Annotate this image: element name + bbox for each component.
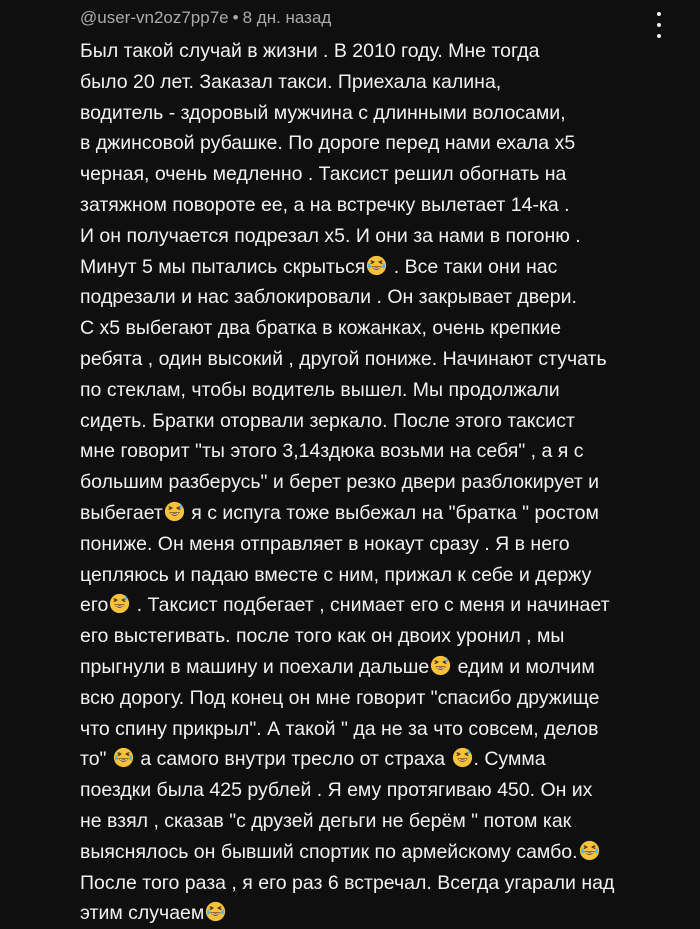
comment-text-segment: всю дорогу. Под конец он мне говорит "спасибо дружище (80, 686, 600, 709)
comment-timestamp[interactable]: 8 дн. назад (242, 8, 332, 27)
comment-text-line (80, 67, 692, 98)
comment-text-line (80, 98, 692, 129)
comment-text-segment: то" (80, 748, 112, 771)
comment-text-segment: я с испуга тоже выбежал на "братка " ростом (185, 501, 599, 524)
comment-text-line (80, 252, 692, 283)
comment-text-line (80, 683, 692, 714)
comment-text-segment: а самого внутри тресло от страха (134, 748, 451, 771)
comment-text-line (80, 837, 692, 868)
comment-text (80, 36, 692, 929)
comment-text-line (80, 775, 692, 806)
comment-text-segment: цепляюсь и падаю вместе с ним, прижал к себе и держу (80, 563, 592, 586)
comment-text-segment: выяснялось он бывший спортик по армейскому самбо. (80, 840, 578, 863)
comment-text-segment: . Сумма (473, 748, 546, 771)
comment-text-line (80, 159, 692, 190)
comment-meta (80, 7, 331, 29)
comment-text-line (80, 621, 692, 652)
comment-text-line (80, 282, 692, 313)
comment-text-line (80, 560, 692, 591)
comment-text-line (80, 529, 692, 560)
menu-dot (657, 23, 661, 27)
comment-text-segment: ребята , один высокий , другой пониже. Начинают стучать (80, 347, 607, 370)
comment-text-line (80, 714, 692, 745)
comment-text-line (80, 375, 692, 406)
comment-text-line (80, 344, 692, 375)
comment-text-segment: этим случаем (80, 902, 205, 925)
comment-text-segment: подрезали и нас заблокировали . Он закрывает двери. (80, 286, 577, 309)
comment-text-segment: его выстегивать. после того как он двоих уронил , мы (80, 625, 565, 648)
comment-text-segment: его (80, 594, 109, 617)
comment-text-line (80, 744, 692, 775)
comment-text-segment: водитель - здоровый мужчина с длинными волосами, (80, 101, 566, 124)
sweat-smile-emoji-icon (452, 747, 473, 768)
comment-text-segment: выбегает (80, 501, 163, 524)
comment-text-segment: прыгнули в машину и поехали дальше (80, 655, 430, 678)
comment-text-line (80, 36, 692, 67)
comment-text-segment: После того раза , я его раз 6 встречал. Всегда угарали над (80, 871, 615, 894)
comment-text-line (80, 313, 692, 344)
comment-author[interactable]: @user-vn2oz7pp7e (80, 8, 229, 27)
tears-of-joy-emoji-icon (113, 747, 134, 768)
comment-text-segment: не взял , сказав "с друзей дегьги не берём " потом как (80, 809, 572, 832)
comment-text-segment: сидеть. Братки оторвали зеркало. После этого таксист (80, 409, 575, 432)
comment-text-line (80, 806, 692, 837)
comment-text-segment: И он получается подрезал х5. И они за нами в погоню . (80, 224, 581, 247)
comment-text-line (80, 898, 692, 929)
comment-text-line (80, 868, 692, 899)
comment-text-line (80, 590, 692, 621)
comment-text-segment: пониже. Он меня отправляет в нокаут сразу . Я в него (80, 532, 570, 555)
comment-text-segment: С х5 выбегают два братка в кожанках, очень крепкие (80, 317, 562, 340)
comment-text-line (80, 128, 692, 159)
tears-of-joy-emoji-icon (366, 255, 387, 276)
meta-separator: • (232, 8, 239, 27)
comment-text-segment: . Все таки они нас (388, 255, 558, 278)
menu-dot (657, 12, 661, 16)
comment-text-segment: что спину прикрыл". А такой " да не за что совсем, делов (80, 717, 599, 740)
comment-text-segment: по стеклам, чтобы водитель вышел. Мы продолжали (80, 378, 560, 401)
tears-of-joy-emoji-icon (205, 901, 226, 922)
comment-text-line (80, 406, 692, 437)
comment-text-segment: мне говорит "ты этого 3,14здюка возьми на себя" , а я с (80, 440, 584, 463)
comment-text-line (80, 221, 692, 252)
comment-text-line (80, 652, 692, 683)
comment-text-line (80, 467, 692, 498)
comment-text-line (80, 190, 692, 221)
comment-text-segment: затяжном повороте ее, а на встречку вылетает 14-ка . (80, 193, 570, 216)
comment-text-line (80, 498, 692, 529)
comment-text-segment: поездки была 425 рублей . Я ему протягиваю 450. Он их (80, 779, 593, 802)
comment-text-segment: большим разберусь" и берет резко двери разблокирует и (80, 471, 600, 494)
comment-text-segment: Минут 5 мы пытались скрыться (80, 255, 366, 278)
comment-text-line (80, 436, 692, 467)
comment-text-segment: было 20 лет. Заказал такси. Приехала калина, (80, 70, 502, 93)
comment-text-segment: едим и молчим (452, 655, 595, 678)
sweat-smile-emoji-icon (109, 593, 130, 614)
tears-of-joy-emoji-icon (579, 840, 600, 861)
comment-text-segment: Был такой случай в жизни . В 2010 году. Мне тогда (80, 40, 540, 62)
sweat-smile-emoji-icon (430, 655, 451, 676)
comment-text-segment: черная, очень медленно . Таксист решил обогнать на (80, 163, 567, 186)
comment-text-segment: в джинсовой рубашке. По дороге перед нами ехала х5 (80, 132, 576, 155)
sweat-smile-emoji-icon (164, 501, 185, 522)
comment-text-segment: . Таксист подбегает , снимает его с меня и начинает (131, 594, 610, 617)
